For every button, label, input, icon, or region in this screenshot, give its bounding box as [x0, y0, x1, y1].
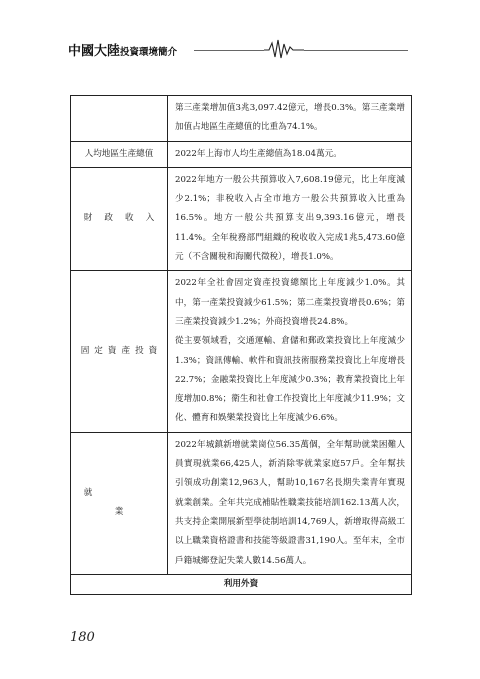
- row-label-text: 財政收入: [83, 213, 167, 224]
- row-content: [168, 167, 412, 270]
- row-label: 人均地區生產總值: [71, 141, 168, 167]
- table-row: [71, 167, 412, 270]
- table-row: [71, 574, 412, 594]
- page-number: 180: [70, 630, 95, 645]
- table-row: [71, 96, 412, 142]
- row-label: [71, 96, 168, 142]
- row-content: [168, 141, 412, 167]
- row-paragraph: 2022年全社會固定資產投資總額比上年度減少1.0%。其中，第一產業投資減少61.5%；第二產業投資增長0.6%；第三產業投資減少1.2%；外商投資增長24.8%。: [175, 278, 405, 327]
- row-label: [71, 432, 186, 574]
- running-header: [68, 36, 408, 60]
- row-paragraph: 從主要領域看，交通運輸、倉儲和郵政業投資比上年度減少1.3%；資訊傳輸、軟件和資訊技術服務業投資比上年度增長22.7%；金融業投資比上年度減少0.3%；教育業投資比上年度增加0.8%；衛生和社會工作投資比上年度減少11.9%；文化、體育和娛樂業投資比上年度減少6.6%。: [175, 336, 405, 424]
- table-row: [71, 271, 412, 432]
- row-label-text: 固定資產投資: [80, 345, 163, 356]
- row-label: [71, 271, 168, 432]
- row-paragraph: 2022年上海市人均生產總值為18.04萬元。: [175, 148, 342, 159]
- row-paragraph: 2022年地方一般公共預算收入7,608.19億元，比上年度減少2.1%；非稅收入占全市地方一般公共預算收入比重為16.5%。地方一般公共預算支出9,393.16億元，增長11.4%。全年稅務部門組織的稅收收入完成1兆5,473.60億元（不含關稅和海關代徵稅），增長1.0%。: [175, 174, 405, 263]
- table-row: [71, 141, 412, 167]
- row-content: [168, 271, 412, 432]
- row-label-text: 就業: [83, 487, 186, 518]
- row-content: [168, 96, 412, 142]
- header-title: [68, 40, 177, 59]
- data-table: [70, 95, 412, 595]
- row-paragraph: 2022年城鎮新增就業崗位56.35萬個，全年幫助就業困難人員實現就業66,425人，新消除零就業家庭57戶。全年幫扶引領成功創業12,963人，幫助10,167名長期失業青年實現就業創業。全年共完成補貼性職業技能培訓162.13萬人次，共支持企業開展新型學徒制培訓14,769人，新增取得高級工以上職業資格證書和技能等級證書31,190人。至年末，全市戶籍城鄉登記失業人數14.56萬人。: [175, 439, 405, 566]
- table-row: [71, 432, 412, 574]
- heartbeat-wave-icon: [264, 38, 304, 60]
- header-title-main: 中國大陸: [68, 44, 121, 59]
- row-label: [71, 167, 168, 270]
- row-content: [168, 432, 412, 574]
- row-paragraph: 第三產業增加值3兆3,097.42億元，增長0.3%。第三產業增加值占地區生產總值的比重為74.1%。: [175, 103, 405, 133]
- header-title-sub: 投資環境簡介: [120, 47, 178, 58]
- section-heading: 利用外資: [71, 574, 412, 594]
